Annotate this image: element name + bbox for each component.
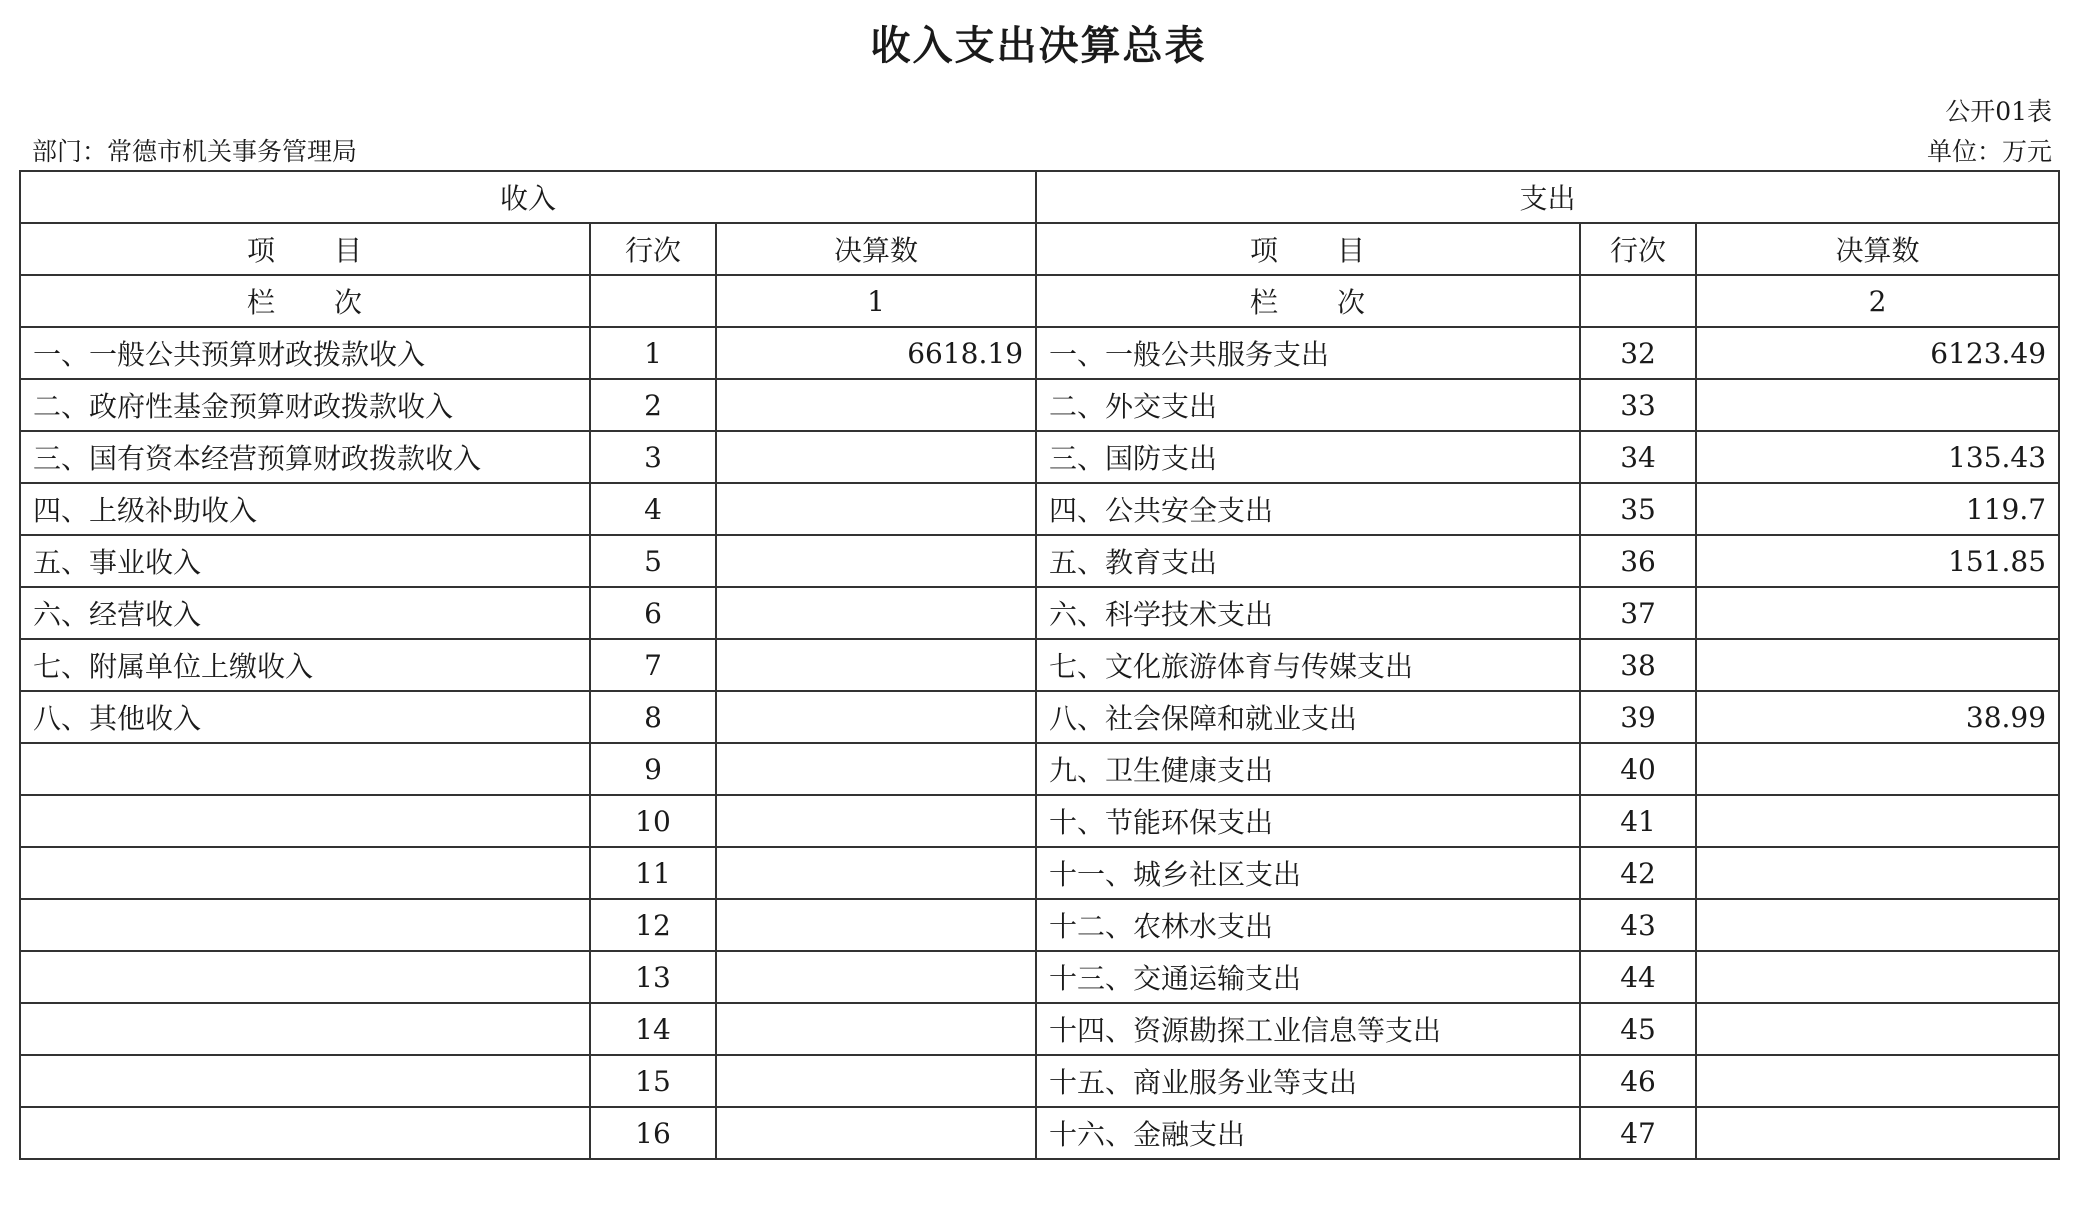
income-row-no-cell: 4 xyxy=(590,483,716,535)
income-row-no-cell: 13 xyxy=(590,951,716,1003)
income-item-cell xyxy=(20,795,590,847)
income-amount-cell xyxy=(716,951,1036,1003)
income-amount-cell xyxy=(716,1003,1036,1055)
table-row xyxy=(20,743,2059,795)
table-row xyxy=(20,639,2059,691)
expense-amount-cell xyxy=(1696,847,2059,899)
expense-row-no-cell: 35 xyxy=(1580,483,1696,535)
expense-amount-header: 决算数 xyxy=(1696,223,2059,275)
expense-item-cell: 十一、城乡社区支出 xyxy=(1036,847,1580,899)
income-amount-cell xyxy=(716,1107,1036,1159)
table-row xyxy=(20,431,2059,483)
income-amount-cell xyxy=(716,639,1036,691)
income-item-cell: 七、附属单位上缴收入 xyxy=(20,639,590,691)
income-item-cell xyxy=(20,1003,590,1055)
expense-row-no-cell: 34 xyxy=(1580,431,1696,483)
department-label: 部门：常德市机关事务管理局 xyxy=(32,137,358,166)
income-amount-cell xyxy=(716,847,1036,899)
income-row-no-cell: 16 xyxy=(590,1107,716,1159)
expense-section-header: 支出 xyxy=(1036,171,2059,223)
expense-amount-cell xyxy=(1696,795,2059,847)
expense-lanci-blank xyxy=(1580,275,1696,327)
income-row-no-cell: 14 xyxy=(590,1003,716,1055)
expense-row-no-header: 行次 xyxy=(1580,223,1696,275)
income-item-cell xyxy=(20,1107,590,1159)
expense-item-cell: 九、卫生健康支出 xyxy=(1036,743,1580,795)
expense-row-no-cell: 41 xyxy=(1580,795,1696,847)
income-amount-cell xyxy=(716,535,1036,587)
expense-amount-cell: 38.99 xyxy=(1696,691,2059,743)
expense-row-no-cell: 47 xyxy=(1580,1107,1696,1159)
income-amount-cell xyxy=(716,691,1036,743)
expense-amount-cell xyxy=(1696,951,2059,1003)
income-row-no-cell: 11 xyxy=(590,847,716,899)
income-item-header: 项 目 xyxy=(20,223,590,275)
income-row-no-cell: 8 xyxy=(590,691,716,743)
income-item-cell xyxy=(20,1055,590,1107)
income-amount-cell xyxy=(716,587,1036,639)
income-amount-cell: 6618.19 xyxy=(716,327,1036,379)
table-row xyxy=(20,1003,2059,1055)
expense-item-cell: 四、公共安全支出 xyxy=(1036,483,1580,535)
expense-row-no-cell: 45 xyxy=(1580,1003,1696,1055)
income-row-no-cell: 5 xyxy=(590,535,716,587)
expense-item-cell: 十六、金融支出 xyxy=(1036,1107,1580,1159)
expense-amount-cell xyxy=(1696,1055,2059,1107)
table-row xyxy=(20,535,2059,587)
table-row xyxy=(20,327,2059,379)
income-row-no-cell: 7 xyxy=(590,639,716,691)
expense-item-cell: 十、节能环保支出 xyxy=(1036,795,1580,847)
page-title: 收入支出决算总表 xyxy=(870,22,1207,69)
expense-row-no-cell: 42 xyxy=(1580,847,1696,899)
income-item-cell xyxy=(20,899,590,951)
expense-amount-cell xyxy=(1696,587,2059,639)
column-index-row xyxy=(20,275,2059,327)
expense-amount-cell: 151.85 xyxy=(1696,535,2059,587)
expense-amount-cell xyxy=(1696,1107,2059,1159)
income-expense-table xyxy=(19,170,2060,1160)
expense-item-cell: 十五、商业服务业等支出 xyxy=(1036,1055,1580,1107)
unit-label: 单位：万元 xyxy=(1926,137,2052,166)
income-amount-cell xyxy=(716,1055,1036,1107)
income-item-cell: 六、经营收入 xyxy=(20,587,590,639)
income-amount-cell xyxy=(716,431,1036,483)
expense-item-cell: 七、文化旅游体育与传媒支出 xyxy=(1036,639,1580,691)
expense-amount-cell: 6123.49 xyxy=(1696,327,2059,379)
income-amount-cell xyxy=(716,795,1036,847)
column-header-row xyxy=(20,223,2059,275)
expense-item-cell: 一、一般公共服务支出 xyxy=(1036,327,1580,379)
income-amount-cell xyxy=(716,483,1036,535)
expense-amount-cell xyxy=(1696,639,2059,691)
expense-row-no-cell: 44 xyxy=(1580,951,1696,1003)
income-item-cell: 四、上级补助收入 xyxy=(20,483,590,535)
expense-amount-cell xyxy=(1696,379,2059,431)
table-row xyxy=(20,847,2059,899)
expense-row-no-cell: 32 xyxy=(1580,327,1696,379)
table-row xyxy=(20,691,2059,743)
income-item-cell: 二、政府性基金预算财政拨款收入 xyxy=(20,379,590,431)
income-item-cell: 三、国有资本经营预算财政拨款收入 xyxy=(20,431,590,483)
section-header-row xyxy=(20,171,2059,223)
table-row xyxy=(20,379,2059,431)
expense-item-cell: 二、外交支出 xyxy=(1036,379,1580,431)
expense-row-no-cell: 36 xyxy=(1580,535,1696,587)
income-row-no-cell: 15 xyxy=(590,1055,716,1107)
income-row-no-cell: 10 xyxy=(590,795,716,847)
table-row xyxy=(20,795,2059,847)
income-amount-cell xyxy=(716,743,1036,795)
expense-item-cell: 六、科学技术支出 xyxy=(1036,587,1580,639)
income-item-cell xyxy=(20,847,590,899)
table-row xyxy=(20,951,2059,1003)
income-item-cell xyxy=(20,743,590,795)
expense-amount-cell: 135.43 xyxy=(1696,431,2059,483)
expense-amount-cell xyxy=(1696,899,2059,951)
income-column-index: 1 xyxy=(716,275,1036,327)
expense-row-no-cell: 39 xyxy=(1580,691,1696,743)
income-row-no-cell: 1 xyxy=(590,327,716,379)
income-section-header: 收入 xyxy=(20,171,1036,223)
expense-item-cell: 十二、农林水支出 xyxy=(1036,899,1580,951)
expense-amount-cell xyxy=(1696,743,2059,795)
expense-item-cell: 十四、资源勘探工业信息等支出 xyxy=(1036,1003,1580,1055)
income-amount-cell xyxy=(716,899,1036,951)
income-lanci-label: 栏 次 xyxy=(20,275,590,327)
income-item-cell: 八、其他收入 xyxy=(20,691,590,743)
income-row-no-cell: 12 xyxy=(590,899,716,951)
expense-amount-cell xyxy=(1696,1003,2059,1055)
expense-row-no-cell: 43 xyxy=(1580,899,1696,951)
table-body xyxy=(20,327,2059,1159)
table-row xyxy=(20,899,2059,951)
expense-row-no-cell: 37 xyxy=(1580,587,1696,639)
income-lanci-blank xyxy=(590,275,716,327)
form-number: 公开01表 xyxy=(1945,97,2052,126)
expense-item-cell: 五、教育支出 xyxy=(1036,535,1580,587)
income-row-no-cell: 2 xyxy=(590,379,716,431)
income-row-no-header: 行次 xyxy=(590,223,716,275)
income-item-cell xyxy=(20,951,590,1003)
expense-lanci-label: 栏 次 xyxy=(1036,275,1580,327)
income-item-cell: 五、事业收入 xyxy=(20,535,590,587)
income-amount-cell xyxy=(716,379,1036,431)
income-row-no-cell: 3 xyxy=(590,431,716,483)
table-row xyxy=(20,1055,2059,1107)
expense-row-no-cell: 38 xyxy=(1580,639,1696,691)
income-row-no-cell: 9 xyxy=(590,743,716,795)
income-amount-header: 决算数 xyxy=(716,223,1036,275)
expense-item-cell: 三、国防支出 xyxy=(1036,431,1580,483)
table-row xyxy=(20,1107,2059,1159)
expense-row-no-cell: 46 xyxy=(1580,1055,1696,1107)
table-row xyxy=(20,483,2059,535)
table-row xyxy=(20,587,2059,639)
expense-item-header: 项 目 xyxy=(1036,223,1580,275)
expense-row-no-cell: 33 xyxy=(1580,379,1696,431)
income-row-no-cell: 6 xyxy=(590,587,716,639)
expense-item-cell: 八、社会保障和就业支出 xyxy=(1036,691,1580,743)
expense-amount-cell: 119.7 xyxy=(1696,483,2059,535)
expense-column-index: 2 xyxy=(1696,275,2059,327)
income-item-cell: 一、一般公共预算财政拨款收入 xyxy=(20,327,590,379)
expense-item-cell: 十三、交通运输支出 xyxy=(1036,951,1580,1003)
expense-row-no-cell: 40 xyxy=(1580,743,1696,795)
